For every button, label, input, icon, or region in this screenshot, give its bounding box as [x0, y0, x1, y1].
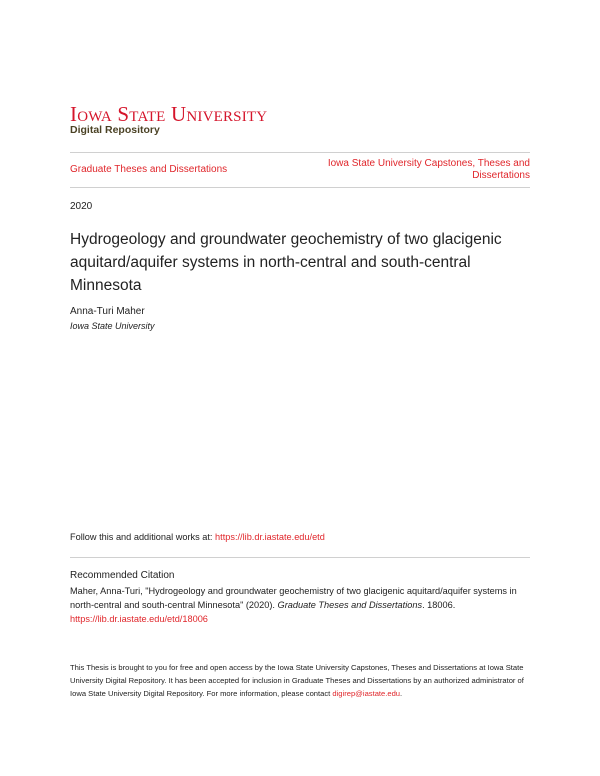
footer-text: This Thesis is brought to you for free and open access by the Iowa State University Capstones, Theses and Dissertations at Iowa State University Digital Repository. It has been accepted for inclusion in Graduate Theses and Dissertations by an authorized administrator of Iowa State University Digital Repository. For more information, please contact	[70, 663, 524, 698]
citation-number: . 18006.	[422, 599, 456, 610]
year: 2020	[70, 201, 93, 212]
document-title: Hydrogeology and groundwater geochemistry of two glacigenic aquitard/aquifer systems in north-central and south-central Minnesota	[70, 231, 502, 294]
follow-text: Follow this and additional works at:	[70, 532, 216, 542]
footer-end: .	[400, 689, 403, 698]
contact-email-link[interactable]: digirep@iastate.edu	[332, 689, 401, 698]
divider	[70, 152, 530, 153]
graduate-theses-link[interactable]: Graduate Theses and Dissertations	[70, 164, 228, 175]
follow-line	[70, 532, 325, 542]
follow-link[interactable]: https://lib.dr.iastate.edu/etd	[215, 532, 325, 542]
footer-notice	[70, 661, 540, 700]
university-logo: Iowa State University	[70, 102, 268, 126]
citation-body: Maher, Anna-Turi, "Hydrogeology and groundwater geochemistry of two glacigenic aquitard/aquifer systems in north-central and south-central Minnesota" (2020).	[70, 586, 517, 610]
citation-text	[70, 585, 540, 626]
repository-name: Digital Repository	[70, 124, 160, 136]
citation-url[interactable]: https://lib.dr.iastate.edu/etd/18006	[70, 613, 208, 624]
citation-heading: Recommended Citation	[70, 570, 175, 581]
author: Anna-Turi Maher	[70, 306, 145, 317]
affiliation: Iowa State University	[70, 321, 155, 331]
citation-series: Graduate Theses and Dissertations	[277, 599, 423, 610]
divider	[70, 187, 530, 188]
capstones-link[interactable]: Iowa State University Capstones, Theses and Dissertations	[327, 158, 530, 181]
divider	[70, 557, 530, 558]
